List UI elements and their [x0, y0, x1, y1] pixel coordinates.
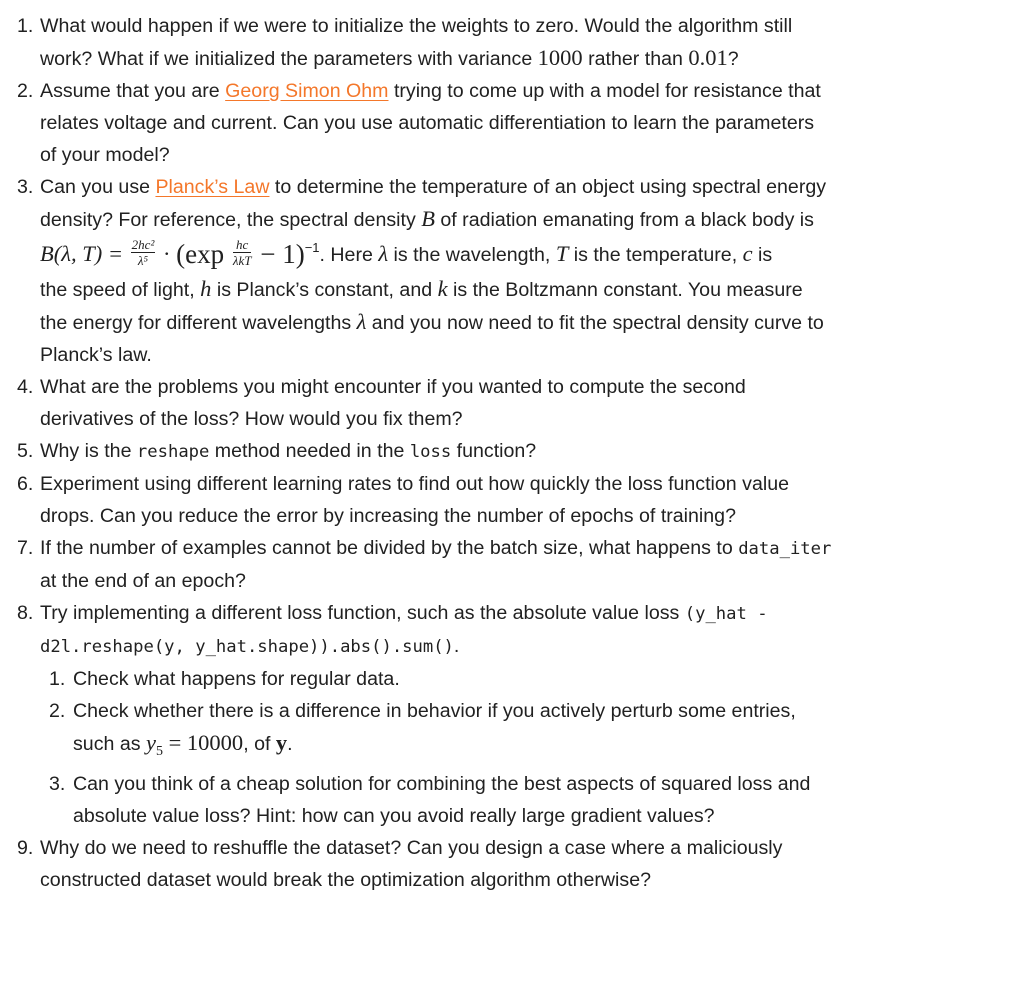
math-symbol-h: h: [200, 276, 212, 301]
item-number: 4.: [17, 376, 34, 398]
item-text: . Here: [319, 244, 379, 266]
item-text: ?: [727, 48, 739, 70]
item-text: is: [752, 244, 773, 266]
item-text: Can you think of a cheap solution for combining the best aspects of squared loss and: [73, 772, 811, 795]
item-text: Why do we need to reshuffle the dataset? Can you design a case where a maliciously: [40, 836, 783, 859]
sub-exercise-list: [40, 663, 1012, 832]
item-text: , of: [243, 733, 276, 755]
formula-close-paren: − 1): [253, 239, 305, 269]
code-abs-loss-1: (y_hat -: [684, 604, 768, 624]
fraction-denominator: λkT: [232, 253, 252, 269]
exercise-item-4: [0, 371, 1012, 435]
item-text: Can you use: [40, 176, 156, 198]
math-variance-001: 0.01: [688, 45, 728, 70]
item-text: Experiment using different learning rates to find out how quickly the loss function value: [40, 473, 789, 495]
item-text: such as: [73, 733, 146, 755]
item-text: and you now need to fit the spectral density curve to: [366, 312, 824, 334]
formula-fraction-2: [233, 238, 252, 267]
item-number: 3.: [49, 772, 66, 795]
item-text: density? For reference, the spectral density: [40, 209, 422, 231]
exercise-item-7: [0, 532, 1012, 597]
exercise-item-5: [0, 435, 1012, 468]
exercise-list: [0, 10, 1012, 896]
exercise-item-8: [0, 597, 1012, 832]
math-symbol-lambda: λ: [378, 241, 389, 266]
code-reshape: reshape: [136, 442, 210, 462]
item-text: .: [287, 733, 293, 755]
item-text: is the Boltzmann constant. You measure: [447, 279, 803, 301]
item-text: the speed of light,: [40, 279, 201, 301]
item-text: constructed dataset would break the optimization algorithm otherwise?: [40, 868, 652, 891]
item-text: Check what happens for regular data.: [73, 668, 400, 690]
item-text: method needed in the: [209, 440, 410, 462]
sub-exercise-item-3: [0, 768, 1012, 832]
exercise-item-9: [0, 832, 1012, 896]
math-symbol-c: c: [742, 241, 753, 266]
planck-formula-line: [40, 236, 1012, 273]
item-text: What are the problems you might encounter if you wanted to compute the second: [40, 376, 746, 398]
math-symbol-lambda: λ: [356, 309, 367, 334]
item-number: 1.: [17, 15, 34, 37]
code-loss: loss: [409, 442, 452, 462]
formula-lhs: B(λ, T) =: [40, 241, 129, 266]
math-symbol-t: T: [555, 241, 569, 266]
math-symbol-b: B: [421, 206, 435, 231]
item-text: .: [453, 635, 460, 657]
math-equation: = 10000: [162, 730, 244, 755]
item-text: rather than: [582, 48, 689, 70]
item-number: 2.: [49, 700, 66, 722]
exercise-item-3: [0, 171, 1012, 371]
formula-exponent: −1: [304, 240, 320, 255]
sub-exercise-item-2: [0, 695, 1012, 768]
item-text: trying to come up with a model for resistance that: [388, 80, 821, 102]
item-text: relates voltage and current. Can you use automatic differentiation to learn the parameters: [40, 112, 815, 134]
item-text: the energy for different wavelengths: [40, 312, 357, 334]
exercise-item-6: [0, 468, 1012, 532]
sub-exercise-item-1: [0, 663, 1012, 695]
item-number: 1.: [49, 668, 66, 690]
fraction-denominator: λ⁵: [137, 253, 149, 269]
formula-fraction-1: [131, 238, 156, 267]
math-symbol-y-bold: y: [275, 730, 288, 755]
item-text: absolute value loss? Hint: how can you avoid really large gradient values?: [73, 804, 715, 827]
item-text: derivatives of the loss? How would you fix them?: [40, 408, 463, 430]
code-abs-loss-2: d2l.reshape(y, y_hat.shape)).abs().sum(): [40, 637, 454, 657]
link-georg-simon-ohm[interactable]: Georg Simon Ohm: [225, 80, 389, 102]
math-subscript: 5: [155, 743, 163, 759]
item-text: drops. Can you reduce the error by increasing the number of epochs of training?: [40, 505, 736, 527]
item-number: 8.: [17, 602, 34, 624]
formula-open-paren: (exp: [176, 239, 231, 269]
math-variance-1000: 1000: [537, 45, 583, 70]
exercise-item-2: [0, 75, 1012, 171]
item-text: function?: [451, 440, 537, 462]
item-text: Check whether there is a difference in behavior if you actively perturb some entries,: [73, 700, 796, 722]
exercise-item-1: [0, 10, 1012, 75]
item-number: 6.: [17, 473, 34, 495]
link-plancks-law[interactable]: Planck’s Law: [155, 176, 270, 198]
item-text: Try implementing a different loss function, such as the absolute value loss: [40, 602, 685, 624]
item-text: Assume that you are: [40, 80, 226, 102]
item-text: Planck’s law.: [40, 344, 152, 366]
item-text: is the temperature,: [568, 244, 743, 266]
item-number: 5.: [17, 440, 34, 462]
item-text: What would happen if we were to initialize the weights to zero. Would the algorithm still: [40, 15, 793, 37]
item-text: work? What if we initialized the parameters with variance: [40, 48, 538, 70]
item-text: is the wavelength,: [388, 244, 556, 266]
item-text: to determine the temperature of an object using spectral energy: [269, 176, 827, 198]
fraction-numerator: 2hc²: [131, 237, 155, 253]
math-symbol-y: y: [145, 730, 156, 755]
item-number: 3.: [17, 176, 34, 198]
item-number: 9.: [17, 836, 34, 859]
item-text: is Planck’s constant, and: [211, 279, 438, 301]
item-text: Why is the: [40, 440, 137, 462]
formula-dot: ·: [157, 241, 177, 266]
code-data-iter: data_iter: [738, 539, 832, 559]
item-text: of your model?: [40, 144, 170, 166]
item-text: If the number of examples cannot be divided by the batch size, what happens to: [40, 537, 739, 559]
item-text: at the end of an epoch?: [40, 570, 246, 592]
fraction-numerator: hc: [233, 238, 252, 253]
math-symbol-k: k: [437, 276, 448, 301]
item-number: 7.: [17, 537, 34, 559]
item-text: of radiation emanating from a black body is: [434, 209, 814, 231]
item-number: 2.: [17, 80, 34, 102]
